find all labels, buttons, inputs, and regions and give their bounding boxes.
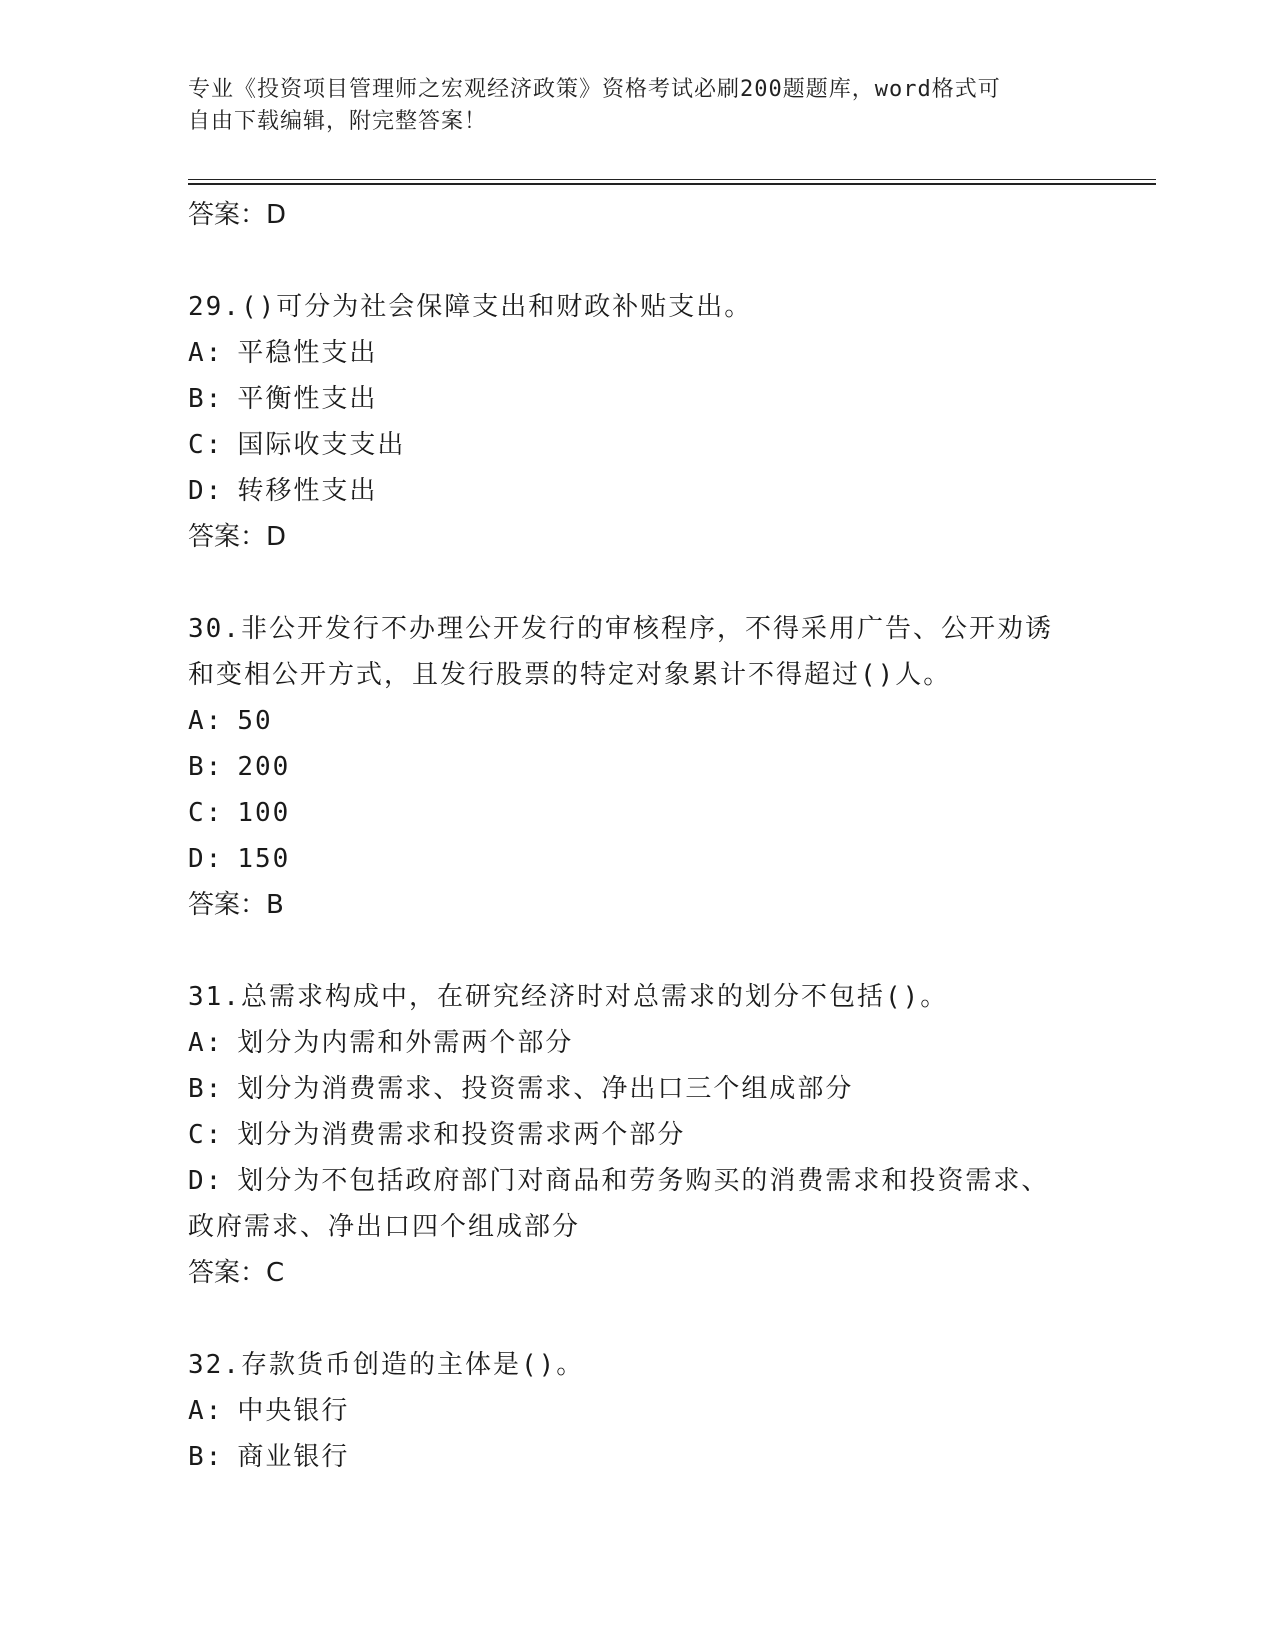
question-29 bbox=[188, 284, 1088, 560]
option-b bbox=[188, 1434, 1088, 1480]
spacer bbox=[188, 1296, 1088, 1342]
option-text: 划分为内需和外需两个部分 bbox=[237, 1028, 574, 1058]
option-d bbox=[188, 468, 1088, 514]
question-stem: 31.总需求构成中，在研究经济时对总需求的划分不包括()。 bbox=[188, 982, 949, 1012]
question-stem-continued: 和变相公开方式，且发行股票的特定对象累计不得超过()人。 bbox=[188, 660, 952, 690]
header-line-2: 自由下载编辑，附完整答案！ bbox=[188, 109, 488, 134]
question-list bbox=[188, 192, 1088, 1480]
option-text: 转移性支出 bbox=[237, 476, 378, 506]
question-30 bbox=[188, 606, 1088, 928]
option-label: B: bbox=[188, 1074, 224, 1104]
option-text: 国际收支支出 bbox=[237, 430, 406, 460]
option-text: 平稳性支出 bbox=[237, 338, 378, 368]
option-text: 中央银行 bbox=[237, 1396, 350, 1426]
previous-answer: 答案：D bbox=[188, 200, 287, 230]
option-label: D: bbox=[188, 1166, 224, 1196]
question-31 bbox=[188, 974, 1088, 1296]
option-label: C: bbox=[188, 1120, 224, 1150]
option-label: C: bbox=[188, 430, 224, 460]
answer: 答案：B bbox=[188, 890, 284, 920]
option-label: C: bbox=[188, 798, 224, 828]
question-stem: 30.非公开发行不办理公开发行的审核程序，不得采用广告、公开劝诱 bbox=[188, 614, 1053, 644]
header-rule-thin bbox=[188, 179, 1156, 180]
option-text: 150 bbox=[237, 844, 291, 874]
spacer bbox=[188, 928, 1088, 974]
answer: 答案：D bbox=[188, 522, 287, 552]
option-label: A: bbox=[188, 338, 224, 368]
option-text: 平衡性支出 bbox=[237, 384, 378, 414]
option-label: B: bbox=[188, 1442, 224, 1472]
option-label: B: bbox=[188, 384, 224, 414]
option-a bbox=[188, 1388, 1088, 1434]
answer: 答案：C bbox=[188, 1258, 285, 1288]
option-c bbox=[188, 790, 1088, 836]
option-text: 50 bbox=[237, 706, 273, 736]
document-header bbox=[188, 74, 1088, 138]
option-text: 100 bbox=[237, 798, 291, 828]
header-rule-thick bbox=[188, 183, 1156, 185]
option-d bbox=[188, 1158, 1088, 1204]
option-label: A: bbox=[188, 1028, 224, 1058]
option-c bbox=[188, 422, 1088, 468]
option-a bbox=[188, 1020, 1088, 1066]
option-text: 划分为消费需求和投资需求两个部分 bbox=[237, 1120, 686, 1150]
question-stem: 29.()可分为社会保障支出和财政补贴支出。 bbox=[188, 292, 753, 322]
option-d bbox=[188, 836, 1088, 882]
option-b bbox=[188, 744, 1088, 790]
option-label: D: bbox=[188, 844, 224, 874]
spacer bbox=[188, 560, 1088, 606]
option-text: 200 bbox=[237, 752, 291, 782]
option-a bbox=[188, 698, 1088, 744]
question-stem: 32.存款货币创造的主体是()。 bbox=[188, 1350, 585, 1380]
option-b bbox=[188, 1066, 1088, 1112]
option-a bbox=[188, 330, 1088, 376]
option-d-continued: 政府需求、净出口四个组成部分 bbox=[188, 1212, 581, 1242]
option-text: 划分为消费需求、投资需求、净出口三个组成部分 bbox=[237, 1074, 854, 1104]
spacer bbox=[188, 238, 1088, 284]
option-label: D: bbox=[188, 476, 224, 506]
header-line-1: 专业《投资项目管理师之宏观经济政策》资格考试必刷200题题库，word格式可 bbox=[188, 77, 1001, 102]
option-c bbox=[188, 1112, 1088, 1158]
option-label: A: bbox=[188, 706, 224, 736]
option-b bbox=[188, 376, 1088, 422]
option-text: 划分为不包括政府部门对商品和劳务购买的消费需求和投资需求、 bbox=[237, 1166, 1050, 1196]
option-text: 商业银行 bbox=[237, 1442, 350, 1472]
option-label: A: bbox=[188, 1396, 224, 1426]
option-label: B: bbox=[188, 752, 224, 782]
question-32 bbox=[188, 1342, 1088, 1480]
